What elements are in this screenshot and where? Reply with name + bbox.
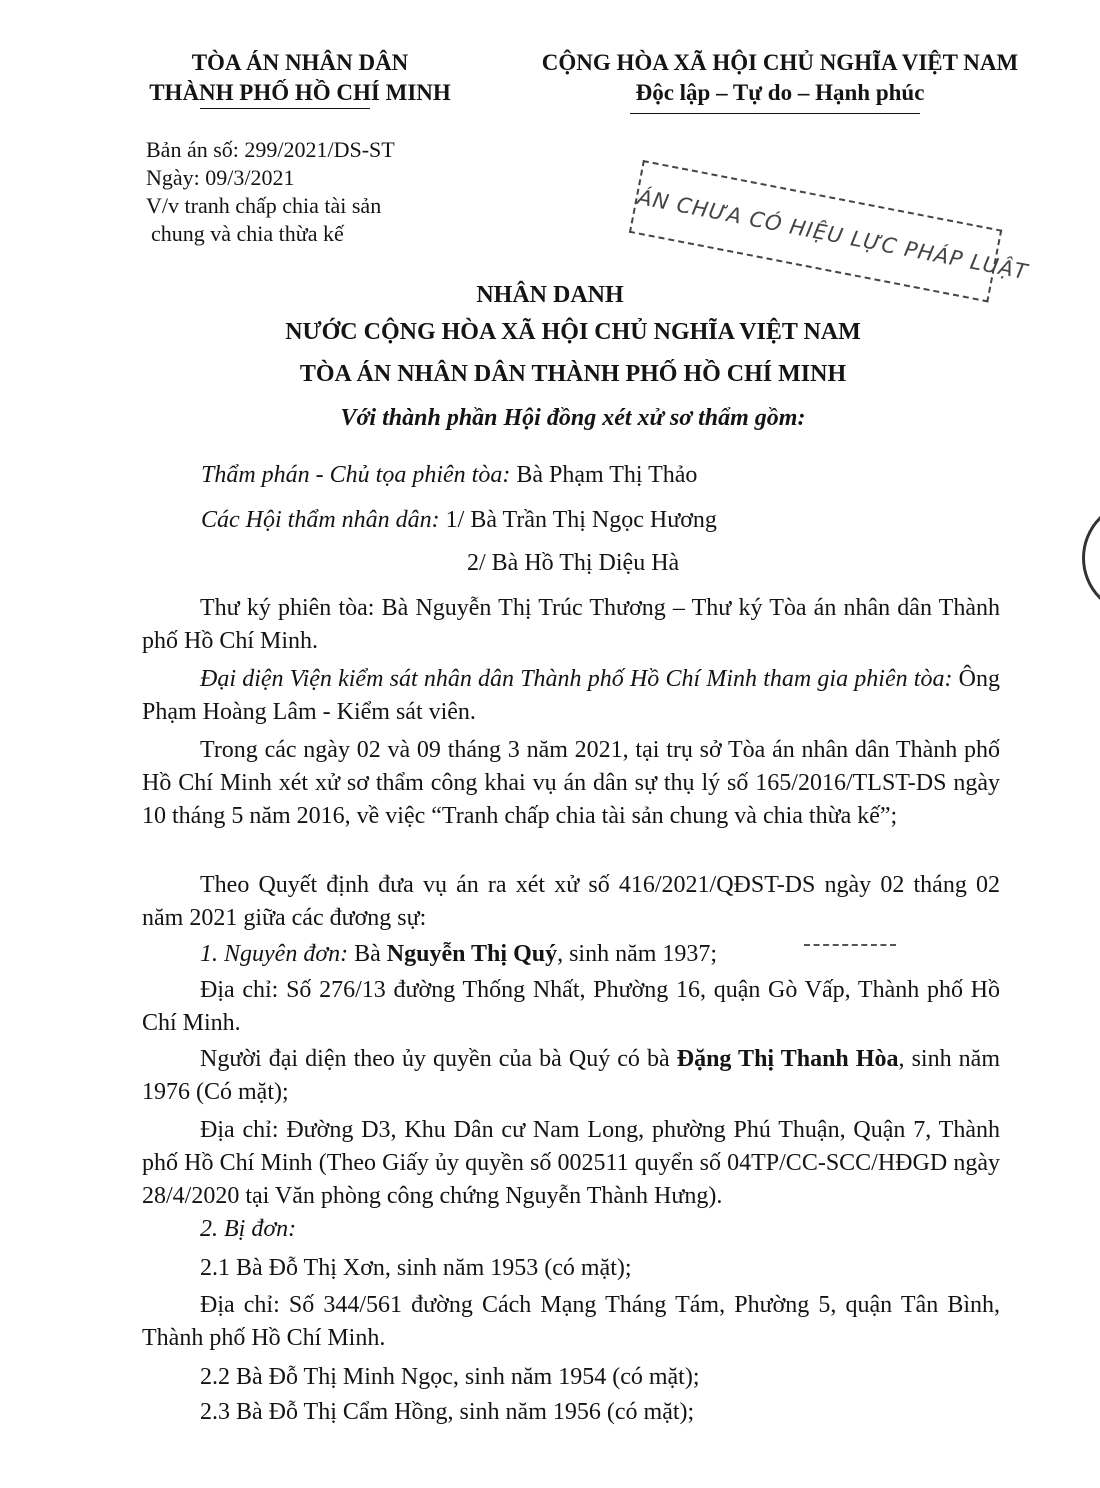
court-clerk-paragraph: Thư ký phiên tòa: Bà Nguyễn Thị Trúc Thương – Thư ký Tòa án nhân dân Thành phố Hồ Chí Minh. (142, 595, 1000, 654)
court-name-line1: TÒA ÁN NHÂN DÂN (191, 50, 409, 75)
court-seal-partial (1082, 500, 1100, 616)
assessors-label: Các Hội thẩm nhân dân: (201, 507, 440, 533)
plaintiff-prefix: Bà (348, 941, 387, 967)
representative-address: Địa chỉ: Đường D3, Khu Dân cư Nam Long, phường Phú Thuận, Quận 7, Thành phố Hồ Chí Minh (Theo Giấy ủy quyền số 002511 quyển số 04TP/CC-SCC/HĐGD ngày 28/4/2020 tại Văn phòng công chứng Nguyễn Thành Hưng). (142, 1117, 1000, 1209)
title-republic: NƯỚC CỘNG HÒA XÃ HỘI CHỦ NGHĨA VIỆT NAM (285, 319, 861, 345)
defendant-2: 2.2 Bà Đỗ Thị Minh Ngọc, sinh năm 1954 (có mặt); (200, 1364, 700, 1390)
presiding-judge-line (201, 462, 697, 489)
case-meta (146, 136, 395, 248)
national-motto: Độc lập – Tự do – Hạnh phúc (635, 80, 925, 105)
separator-dash (804, 944, 896, 946)
title-court: TÒA ÁN NHÂN DÂN THÀNH PHỐ HỒ CHÍ MINH (299, 361, 847, 387)
defendant-label: 2. Bị đơn: (200, 1216, 297, 1242)
assessors-line (201, 507, 717, 534)
plaintiff-birth: , sinh năm 1937; (557, 941, 718, 967)
presiding-judge-label: Thẩm phán - Chủ tọa phiên tòa: (201, 462, 511, 488)
assessor-2: 2/ Bà Hồ Thị Diệu Hà (467, 550, 680, 576)
defendant-1-address: Địa chỉ: Số 344/561 đường Cách Mạng Tháng Tám, Phường 5, quận Tân Bình, Thành phố Hồ Chí Minh. (142, 1292, 1000, 1351)
procuracy-representative: Ông Phạm Hoàng Lâm - Kiểm sát viên. (142, 666, 1000, 725)
not-yet-effective-stamp: ÁN CHƯA CÓ HIỆU LỰC PHÁP LUẬT (629, 160, 1002, 302)
presiding-judge-name: Bà Phạm Thị Thảo (510, 462, 698, 488)
representative-paragraph (142, 1043, 1000, 1109)
title-in-the-name: NHÂN DANH (476, 282, 624, 308)
judgment-date: Ngày: 09/3/2021 (146, 165, 295, 190)
judgment-number: Bản án số: 299/2021/DS-ST (146, 137, 395, 162)
decision-paragraph: Theo Quyết định đưa vụ án ra xét xử số 416/2021/QĐST-DS ngày 02 tháng 02 năm 2021 giữa các đương sự: (142, 872, 1000, 931)
motto-underline (630, 113, 920, 114)
plaintiff-address: Địa chỉ: Số 276/13 đường Thống Nhất, Phường 16, quận Gò Vấp, Thành phố Hồ Chí Minh. (142, 977, 1000, 1036)
plaintiff-paragraph (142, 938, 1000, 971)
plaintiff-name: Nguyễn Thị Quý (386, 941, 558, 967)
court-name-line2: THÀNH PHỐ HỒ CHÍ MINH (149, 80, 451, 105)
representative-prefix: Người đại diện theo ủy quyền của bà Quý có bà (200, 1046, 677, 1072)
defendant-1: 2.1 Bà Đỗ Thị Xơn, sinh năm 1953 (có mặt); (200, 1255, 632, 1281)
case-subject-line2: chung và chia thừa kế (151, 221, 344, 246)
court-underline (200, 108, 370, 109)
republic-name: CỘNG HÒA XÃ HỘI CHỦ NGHĨA VIỆT NAM (541, 50, 1019, 75)
representative-birth: , sinh năm 1976 (Có mặt); (142, 1046, 1000, 1105)
panel-intro: Với thành phần Hội đồng xét xử sơ thẩm gồm: (340, 405, 806, 431)
trial-paragraph: Trong các ngày 02 và 09 tháng 3 năm 2021, tại trụ sở Tòa án nhân dân Thành phố Hồ Chí Minh xét xử sơ thẩm công khai vụ án dân sự thụ lý số 165/2016/TLST-DS ngày 10 tháng 5 năm 2016, về việc “Tranh chấp chia tài sản chung và chia thừa kế”; (142, 737, 1000, 829)
procuracy-label: Đại diện Viện kiểm sát nhân dân Thành phố Hồ Chí Minh tham gia phiên tòa: (200, 666, 953, 692)
procuracy-paragraph (142, 663, 1000, 729)
representative-name: Đặng Thị Thanh Hòa (676, 1046, 899, 1072)
plaintiff-label: 1. Nguyên đơn: (200, 941, 349, 967)
defendant-3: 2.3 Bà Đỗ Thị Cẩm Hồng, sinh năm 1956 (có mặt); (200, 1399, 695, 1425)
case-subject-line1: V/v tranh chấp chia tài sản (146, 193, 382, 218)
assessor-1: 1/ Bà Trần Thị Ngọc Hương (439, 507, 717, 533)
